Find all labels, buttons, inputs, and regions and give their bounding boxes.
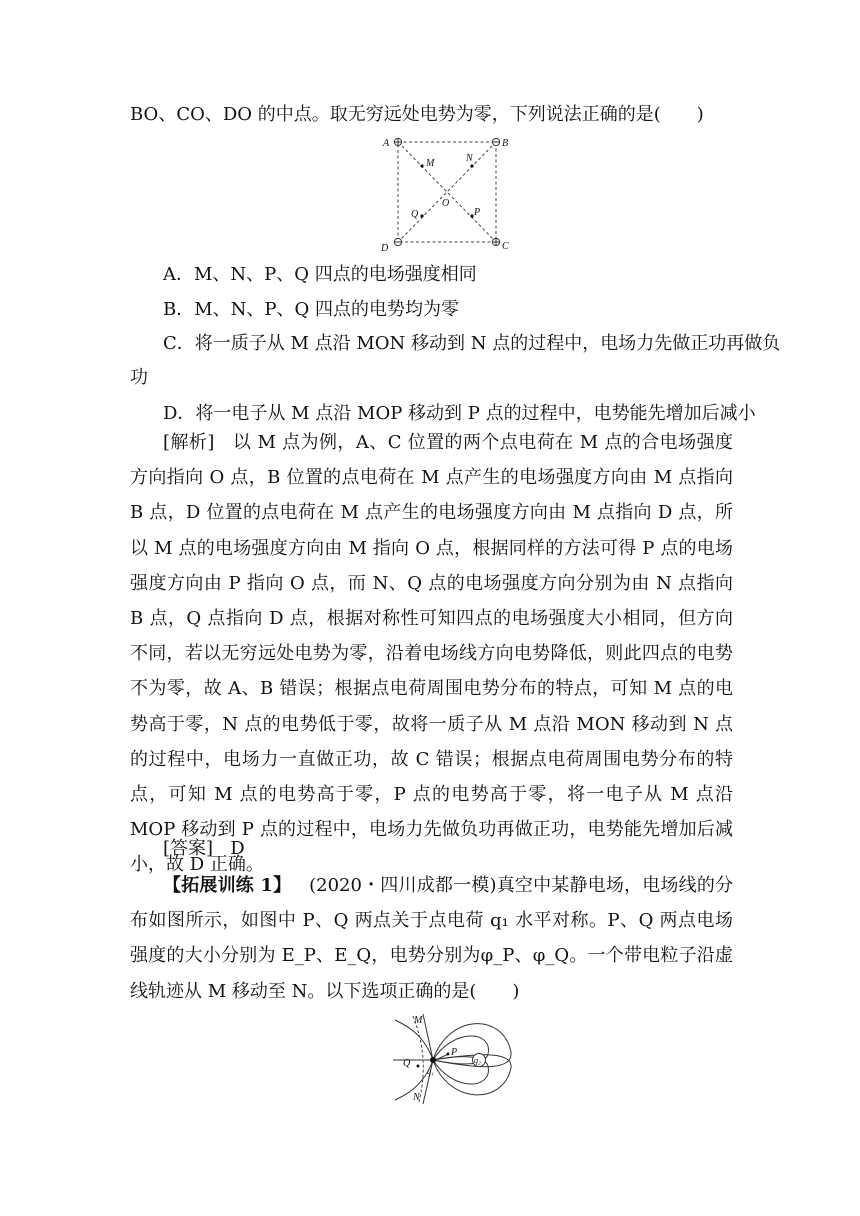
option-d: D．将一电子从 M 点沿 MOP 移动到 P 点的过程中，电势能先增加后减小 bbox=[163, 403, 756, 424]
particle-trajectory bbox=[413, 1016, 423, 1102]
charge-C bbox=[492, 238, 499, 245]
point-Q bbox=[417, 1065, 420, 1068]
analysis-tag: [解析] bbox=[163, 432, 215, 453]
point-M bbox=[420, 164, 423, 167]
answer-tag: [答案] bbox=[163, 838, 214, 859]
option-a: A．M、N、P、Q 四点的电场强度相同 bbox=[163, 264, 477, 285]
intro-line: BO、CO、DO 的中点。取无穷远处电势为零，下列说法正确的是( ) bbox=[130, 104, 704, 125]
label-M: M bbox=[414, 1015, 423, 1026]
label-A: A bbox=[383, 138, 390, 149]
exercise-text: 真空中某静电场，电场线的分布如图所示，如图中 P、Q 两点关于点电荷 q₁ 水平对称。P、Q 两点电场强度的大小分别为 E_P、E_Q，电势分别为φ_P、φ_Q。一个带电粒子沿虚线轨迹从 M 移动至 N。以下选项正确的是( ) bbox=[130, 875, 734, 1002]
exercise-paragraph bbox=[130, 868, 733, 1009]
point-Q bbox=[420, 214, 423, 217]
field-line-figure bbox=[393, 1012, 528, 1104]
charge-D bbox=[394, 238, 401, 245]
label-Q: Q bbox=[411, 209, 419, 220]
analysis-text: 以 M 点为例，A、C 位置的两个点电荷在 M 点的合电场强度方向指向 O 点，B 位置的点电荷在 M 点产生的电场强度方向由 M 点指向 B 点，D 位置的点电荷在 M 点产生的电场强度方向由 M 点指向 D 点，所以 M 点的电场强度方向由 M 指向 O 点，根据同样的方法可得 P 点的电场强度方向由 P 指向 O 点，而 N、Q 点的电场强度方向分别为由 N 点指向 B 点，Q 点指向 D 点，根据对称性可知四点的电场强度大小相同，但方向不同，若以无穷远处电势为零，沿着电场线方向电势降低，则此四点的电势不为零，故 A、B 错误；根据点电荷周围电势分布的特点，可知 M 点的电势高于零，N 点的电势低于零，故将一质子从 M 点沿 MON 移动到 N 点的过程中，电场力一直做正功，故 C 错误；根据点电荷周围电势分布的特点，可知 M 点的电势高于零，P 点的电势高于零，将一电子从 M 点沿 MOP 移动到 P 点的过程中，电场力先做负功再做正功，电势能先增加后减小，故 D 正确。 bbox=[130, 432, 734, 876]
charge-A bbox=[394, 138, 401, 145]
label-M: M bbox=[426, 158, 435, 169]
charge-B bbox=[492, 138, 499, 145]
label-N: N bbox=[466, 153, 473, 164]
square-charge-figure bbox=[378, 130, 518, 255]
exercise-tag: 【拓展训练 1】 bbox=[163, 875, 292, 896]
label-q1: q₁ bbox=[427, 1067, 434, 1076]
label-P: P bbox=[451, 1047, 458, 1058]
label-C: C bbox=[502, 241, 509, 252]
point-P bbox=[447, 1053, 450, 1056]
point-N bbox=[470, 164, 473, 167]
answer-line bbox=[163, 836, 245, 862]
label-B: B bbox=[502, 138, 509, 149]
option-c-line1: C．将一质子从 M 点沿 MON 移动到 N 点的过程中，电场力先做正功再做负 bbox=[163, 333, 781, 354]
option-c-line2: 功 bbox=[130, 367, 148, 388]
label-P: P bbox=[474, 207, 481, 218]
label-D: D bbox=[381, 243, 389, 254]
label-q2: q₂ bbox=[474, 1056, 481, 1065]
charge-q1 bbox=[430, 1057, 436, 1063]
label-N: N bbox=[413, 1092, 420, 1103]
answer-value: D bbox=[230, 838, 245, 859]
label-Q: Q bbox=[403, 1058, 411, 1069]
label-O: O bbox=[442, 198, 450, 209]
option-b: B．M、N、P、Q 四点的电势均为零 bbox=[163, 299, 459, 320]
analysis-paragraph bbox=[130, 425, 733, 883]
exercise-source: (2020・四川成都一模) bbox=[309, 875, 497, 896]
